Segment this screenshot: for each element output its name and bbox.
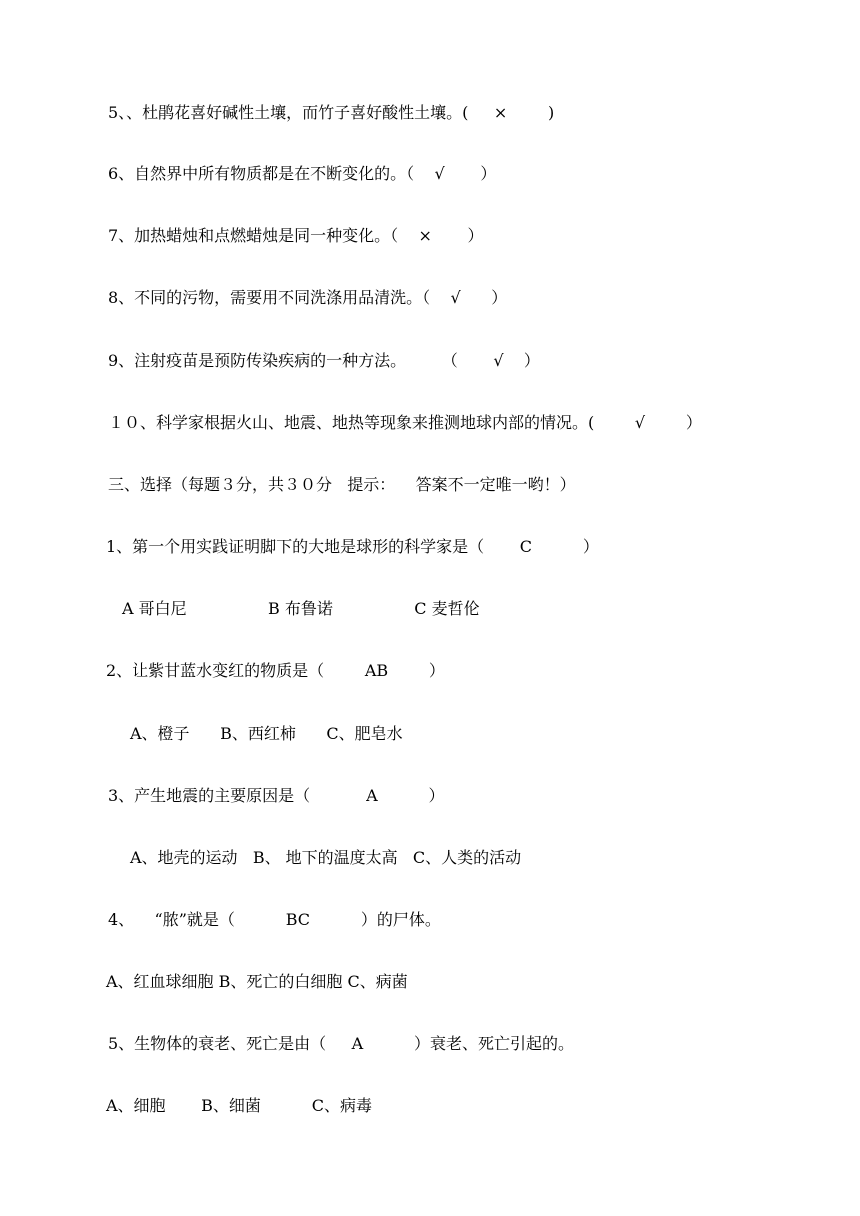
choice-options-1: A 哥白尼 B 布鲁诺 C 麦哲伦 — [122, 599, 480, 618]
true-false-item-5: 5、、杜鹃花喜好碱性土壤，而竹子喜好酸性土壤。( × ) — [108, 103, 555, 122]
true-false-item-7: 7、加热蜡烛和点燃蜡烛是同一种变化。（ × ） — [108, 226, 484, 245]
true-false-item-8: 8、不同的污物，需要用不同洗涤用品清洗。（ √ ） — [108, 288, 508, 307]
choice-options-5: A、细胞 B、细菌 C、病毒 — [106, 1096, 373, 1115]
choice-question-2: 2、让紫甘蓝水变红的物质是（ AB ） — [106, 661, 445, 680]
choice-question-3: 3、产生地震的主要原因是（ A ） — [108, 786, 445, 805]
choice-options-3: A、地壳的运动 B、 地下的温度太高 C、人类的活动 — [130, 848, 522, 867]
true-false-item-9: 9、注射疫苗是预防传染疾病的一种方法。 （ √ ） — [108, 351, 540, 370]
choice-question-4: 4、 “脓”就是（ BC ）的尸体。 — [108, 910, 441, 929]
choice-question-1: 1、第一个用实践证明脚下的大地是球形的科学家是（ C ） — [106, 537, 599, 556]
section-heading-choice: 三、选择（每题３分，共３０分 提示： 答案不一定唯一哟！） — [108, 475, 576, 494]
choice-options-2: A、橙子 B、西红柿 C、肥皂水 — [130, 724, 403, 743]
choice-question-5: 5、生物体的衰老、死亡是由（ A ）衰老、死亡引起的。 — [108, 1034, 575, 1053]
true-false-item-10: １０、科学家根据火山、地震、地热等现象来推测地球内部的情况。( √ ） — [108, 413, 702, 432]
true-false-item-6: 6、自然界中所有物质都是在不断变化的。（ √ ） — [108, 164, 497, 183]
choice-options-4: A、红血球细胞 B、死亡的白细胞 C、病菌 — [106, 972, 408, 991]
